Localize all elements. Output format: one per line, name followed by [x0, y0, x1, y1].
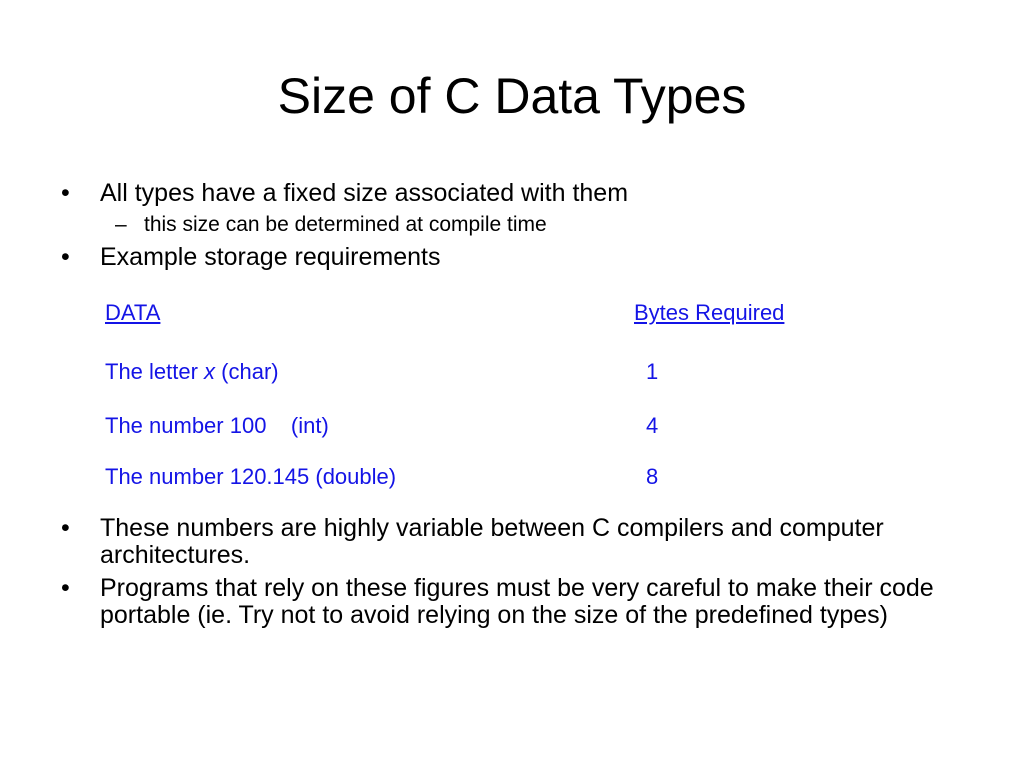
row-label-var: x [204, 359, 216, 384]
bullet-icon: • [61, 574, 70, 602]
bullet-text: All types have a fixed size associated with them [100, 179, 629, 207]
bullet-text: Example storage requirements [100, 243, 441, 271]
table-header-data: DATA [105, 300, 161, 325]
table-row-label: The number 120.145 (double) [105, 464, 397, 489]
bullet-icon: • [61, 243, 70, 271]
row-label-pre: The letter [105, 359, 205, 384]
table-row-bytes: 4 [646, 413, 659, 438]
slide-title: Size of C Data Types [277, 68, 747, 124]
bullet-text: These numbers are highly variable between C compilers and computer architectures. [100, 514, 884, 569]
sub-bullet-text: this size can be determined at compile time [144, 213, 547, 236]
table-header-bytes: Bytes Required [634, 300, 785, 325]
table-row-label [105, 359, 279, 385]
bullet-icon: • [61, 514, 70, 542]
dash-icon: – [115, 213, 127, 236]
row-label-post: (char) [215, 359, 279, 384]
bullet-icon: • [61, 179, 70, 207]
table-row-label: The number 100 (int) [105, 413, 329, 438]
table-row-bytes: 1 [646, 359, 659, 384]
bullet-text: Programs that rely on these figures must be very careful to make their code portable (ie. Try not to avoid relying on the size of the predefined types) [100, 574, 934, 629]
table-row-bytes: 8 [646, 464, 659, 489]
